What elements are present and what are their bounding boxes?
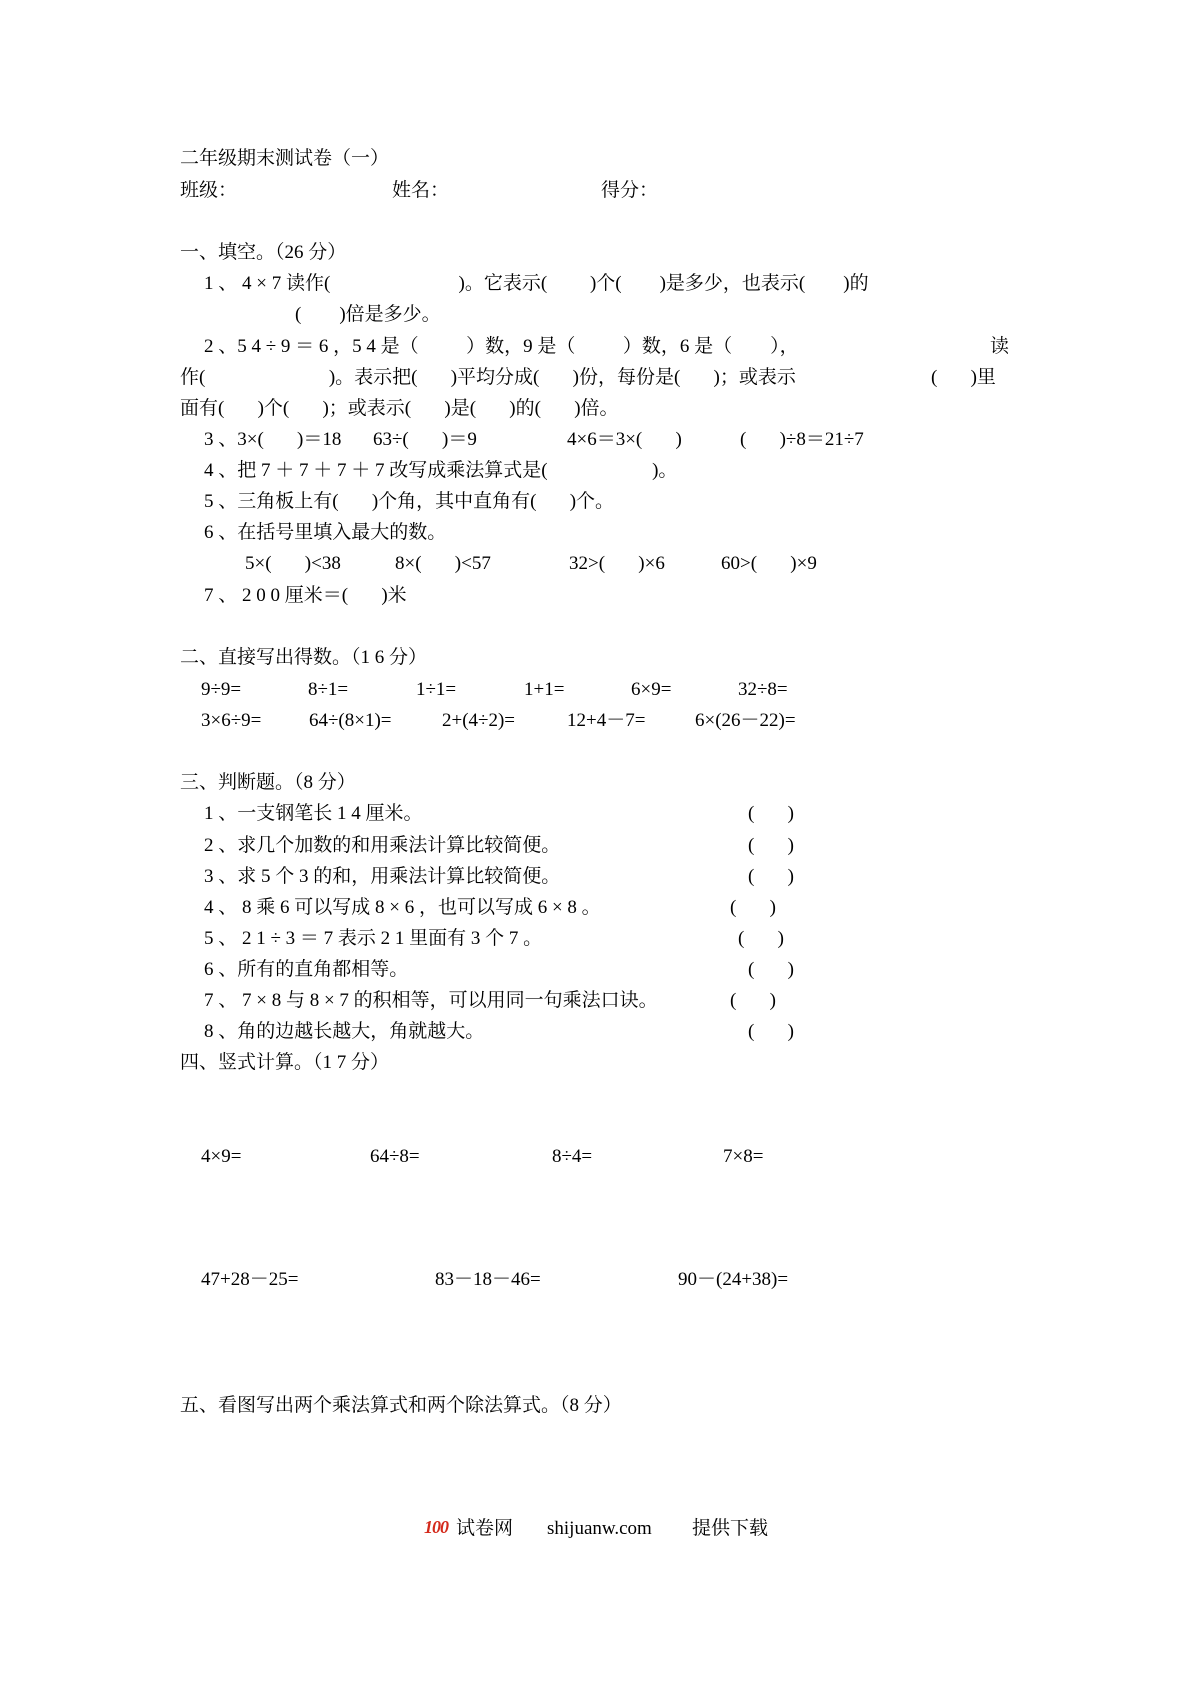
class-label: 班级： (180, 180, 238, 201)
question4: 4 、把 7 ＋ 7 ＋ 7 ＋ 7 改写成乘法算式是( )。 (204, 460, 678, 481)
vertical-calc-item: 64÷8= (370, 1146, 420, 1167)
question2-line2: 作( )。表示把( )平均分成( )份，每份是( )；或表示 (180, 367, 796, 388)
question2-line3: 面有( )个( )；或表示( )是( )的( )倍。 (180, 398, 619, 419)
section2-heading: 二、直接写出得数。（1 6 分） (180, 647, 428, 668)
mental-math-item: 6×9= (631, 679, 672, 700)
question6-prompt: 6 、在括号里填入最大的数。 (204, 522, 447, 543)
question6-cell: 60>( )×9 (721, 553, 817, 574)
footer-note: 提供下载 (692, 1518, 769, 1539)
question5: 5 、三角板上有( )个角，其中直角有( )个。 (204, 491, 615, 512)
judgment-item: 7 、 7 × 8 与 8 × 7 的积相等，可以用同一句乘法口诀。 (204, 990, 658, 1011)
judgment-item: 3 、求 5 个 3 的和，用乘法计算比较简便。 (204, 866, 561, 887)
judgment-item: 8 、角的边越长越大，角就越大。 (204, 1021, 485, 1042)
vertical-calc-item: 7×8= (723, 1146, 764, 1167)
page-title: 二年级期末测试卷（一） (180, 148, 390, 169)
question3-cell: 63÷( )＝9 (373, 429, 477, 450)
vertical-calc-item: 4×9= (201, 1146, 242, 1167)
judgment-item: 2 、求几个加数的和用乘法计算比较简便。 (204, 835, 561, 856)
question1-line1: 1 、 4 × 7 读作( )。它表示( )个( )是多少，也表示( )的 (204, 273, 869, 294)
judgment-answer: ( ) (748, 1021, 794, 1042)
mental-math-item: 6×(26－22)= (695, 710, 796, 731)
question7: 7 、 2 0 0 厘米＝( )米 (204, 585, 407, 606)
mental-math-item: 3×6÷9= (201, 710, 262, 731)
question2-line2-end: ( )里 (931, 367, 996, 388)
mental-math-item: 12+4－7= (567, 710, 646, 731)
judgment-answer: ( ) (748, 866, 794, 887)
mental-math-item: 32÷8= (738, 679, 788, 700)
judgment-item: 1 、一支钢笔长 1 4 厘米。 (204, 803, 423, 824)
mental-math-item: 1÷1= (416, 679, 457, 700)
question6-cell: 8×( )<57 (395, 553, 491, 574)
question3-cell: 4×6＝3×( ) (567, 429, 682, 450)
vertical-calc-item: 90－(24+38)= (678, 1269, 789, 1290)
judgment-answer: ( ) (730, 897, 776, 918)
vertical-calc-item: 8÷4= (552, 1146, 593, 1167)
vertical-calc-item: 83－18－46= (435, 1269, 541, 1290)
question3-cell: ( )÷8＝21÷7 (740, 429, 864, 450)
name-label: 姓名： (392, 180, 450, 201)
judgment-answer: ( ) (738, 928, 784, 949)
question1-line2: ( )倍是多少。 (295, 304, 441, 325)
judgment-answer: ( ) (730, 990, 776, 1011)
mental-math-item: 9÷9= (201, 679, 242, 700)
judgment-answer: ( ) (748, 835, 794, 856)
section5-heading: 五、看图写出两个乘法算式和两个除法算式。（8 分） (180, 1395, 622, 1416)
judgment-item: 6 、所有的直角都相等。 (204, 959, 409, 980)
footer-domain: shijuanw.com (547, 1518, 652, 1539)
question2-line1-end: 读 (990, 336, 1010, 357)
site-logo: 100 (424, 1517, 448, 1537)
question3-cell: 3 、3×( )＝18 (204, 429, 342, 450)
section4-heading: 四、竖式计算。（1 7 分） (180, 1052, 390, 1073)
footer-site-name: 试卷网 (456, 1518, 514, 1539)
judgment-answer: ( ) (748, 959, 794, 980)
score-label: 得分： (601, 180, 659, 201)
question6-cell: 32>( )×6 (569, 553, 665, 574)
section1-heading: 一、填空。（26 分） (180, 242, 347, 263)
section3-heading: 三、判断题。（8 分） (180, 772, 356, 793)
judgment-answer: ( ) (748, 803, 794, 824)
question2-line1: 2 、5 4 ÷ 9 ＝ 6 ，5 4 是（ ）数，9 是（ ）数，6 是（ ）， (204, 336, 799, 357)
mental-math-item: 64÷(8×1)= (309, 710, 392, 731)
mental-math-item: 1+1= (524, 679, 565, 700)
question6-cell: 5×( )<38 (245, 553, 341, 574)
vertical-calc-item: 47+28－25= (201, 1269, 299, 1290)
mental-math-item: 2+(4÷2)= (442, 710, 516, 731)
judgment-item: 5 、 2 1 ÷ 3 ＝ 7 表示 2 1 里面有 3 个 7 。 (204, 928, 543, 949)
mental-math-item: 8÷1= (308, 679, 349, 700)
judgment-item: 4 、 8 乘 6 可以写成 8 × 6 ，也可以写成 6 × 8 。 (204, 897, 601, 918)
